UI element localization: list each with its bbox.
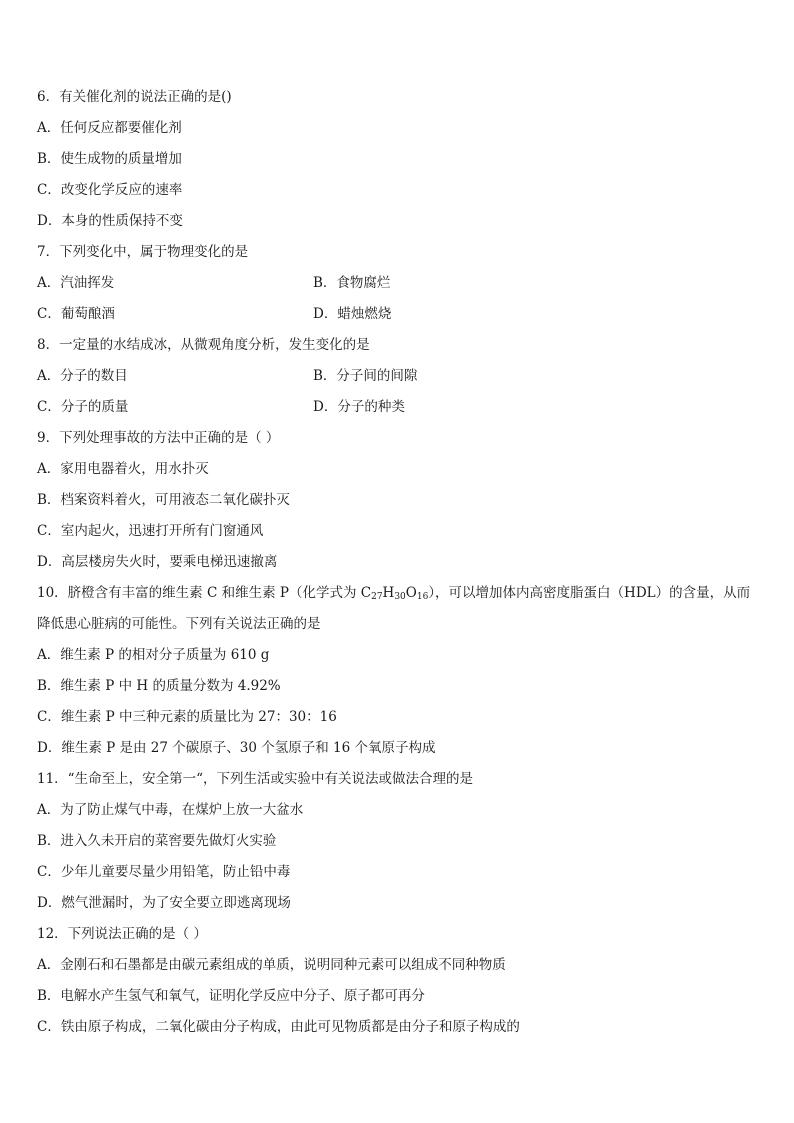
question-12-stem: 12．下列说法正确的是（ ） [37, 926, 207, 942]
question-9-option-b: B．档案资料着火，可用液态二氧化碳扑灭 [37, 492, 290, 508]
question-10-stem-before: 10．脐橙含有丰富的维生素 C 和维生素 P（化学式为 C [37, 585, 372, 601]
question-6-option-a: A．任何反应都要催化剂 [37, 120, 182, 136]
question-8-option-c: C．分子的质量 [37, 399, 129, 415]
question-9-option-a: A．家用电器着火，用水扑灭 [37, 461, 209, 477]
question-10-option-d: D．维生素 P 是由 27 个碳原子、30 个氢原子和 16 个氧原子构成 [37, 740, 436, 756]
question-6-stem: 6．有关催化剂的说法正确的是() [37, 89, 232, 105]
question-10-stem-line-1 [37, 578, 757, 609]
question-11-option-b: B．进入久未开启的菜窖要先做灯火实验 [37, 833, 277, 849]
question-12-option-a: A．金刚石和石墨都是由碳元素组成的单质，说明同种元素可以组成不同种物质 [37, 957, 506, 973]
question-7-option-b: B．食物腐烂 [313, 275, 391, 291]
question-11-option-d: D．燃气泄漏时，为了安全要立即逃离现场 [37, 895, 291, 911]
question-7-option-c: C．葡萄酿酒 [37, 306, 115, 322]
question-6-option-b: B．使生成物的质量增加 [37, 151, 182, 167]
question-6-option-c: C．改变化学反应的速率 [37, 182, 183, 198]
question-8-options-row-2 [37, 392, 757, 423]
question-9-option-c: C．室内起火，迅速打开所有门窗通风 [37, 523, 264, 539]
formula-o-subscript: 16 [416, 592, 429, 602]
question-11-option-c: C．少年儿童要尽量少用铅笔，防止铅中毒 [37, 864, 291, 880]
question-10-stem-after: ），可以增加体内高密度脂蛋白（HDL）的含量，从而 [428, 585, 751, 601]
question-12-option-c: C．铁由原子构成，二氧化碳由分子构成，由此可见物质都是由分子和原子构成的 [37, 1019, 520, 1035]
formula-h: H [382, 585, 395, 601]
formula-o: O [405, 585, 417, 601]
question-9-stem: 9．下列处理事故的方法中正确的是（ ） [37, 430, 280, 446]
question-9-option-d: D．高层楼房失火时，要乘电梯迅速撤离 [37, 554, 278, 570]
question-10-option-a: A．维生素 P 的相对分子质量为 610 g [37, 647, 270, 663]
question-10-stem-line-2: 降低患心脏病的可能性。下列有关说法正确的是 [37, 616, 321, 632]
exam-page [37, 82, 757, 1043]
question-8-options-row-1 [37, 361, 757, 392]
question-8-option-b: B．分子间的间隙 [313, 368, 418, 384]
question-6-option-d: D．本身的性质保持不变 [37, 213, 183, 229]
question-8-stem: 8．一定量的水结成冰，从微观角度分析，发生变化的是 [37, 337, 370, 353]
question-8-option-d: D．分子的种类 [313, 399, 405, 415]
formula-c-subscript: 27 [371, 592, 383, 602]
question-7-options-row-1 [37, 268, 757, 299]
question-7-options-row-2 [37, 299, 757, 330]
question-8-option-a: A．分子的数目 [37, 368, 128, 384]
question-7-option-d: D．蜡烛燃烧 [313, 306, 392, 322]
question-7-stem: 7．下列变化中，属于物理变化的是 [37, 244, 249, 260]
question-12-option-b: B．电解水产生氢气和氧气，证明化学反应中分子、原子都可再分 [37, 988, 425, 1004]
formula-h-subscript: 30 [394, 592, 406, 602]
question-10-option-b: B．维生素 P 中 H 的质量分数为 4.92% [37, 678, 281, 694]
question-10-option-c: C．维生素 P 中三种元素的质量比为 27：30：16 [37, 709, 337, 725]
question-7-option-a: A．汽油挥发 [37, 275, 115, 291]
question-11-option-a: A．为了防止煤气中毒，在煤炉上放一大盆水 [37, 802, 304, 818]
question-11-stem: 11．“生命至上，安全第一“，下列生活或实验中有关说法或做法合理的是 [37, 771, 473, 787]
